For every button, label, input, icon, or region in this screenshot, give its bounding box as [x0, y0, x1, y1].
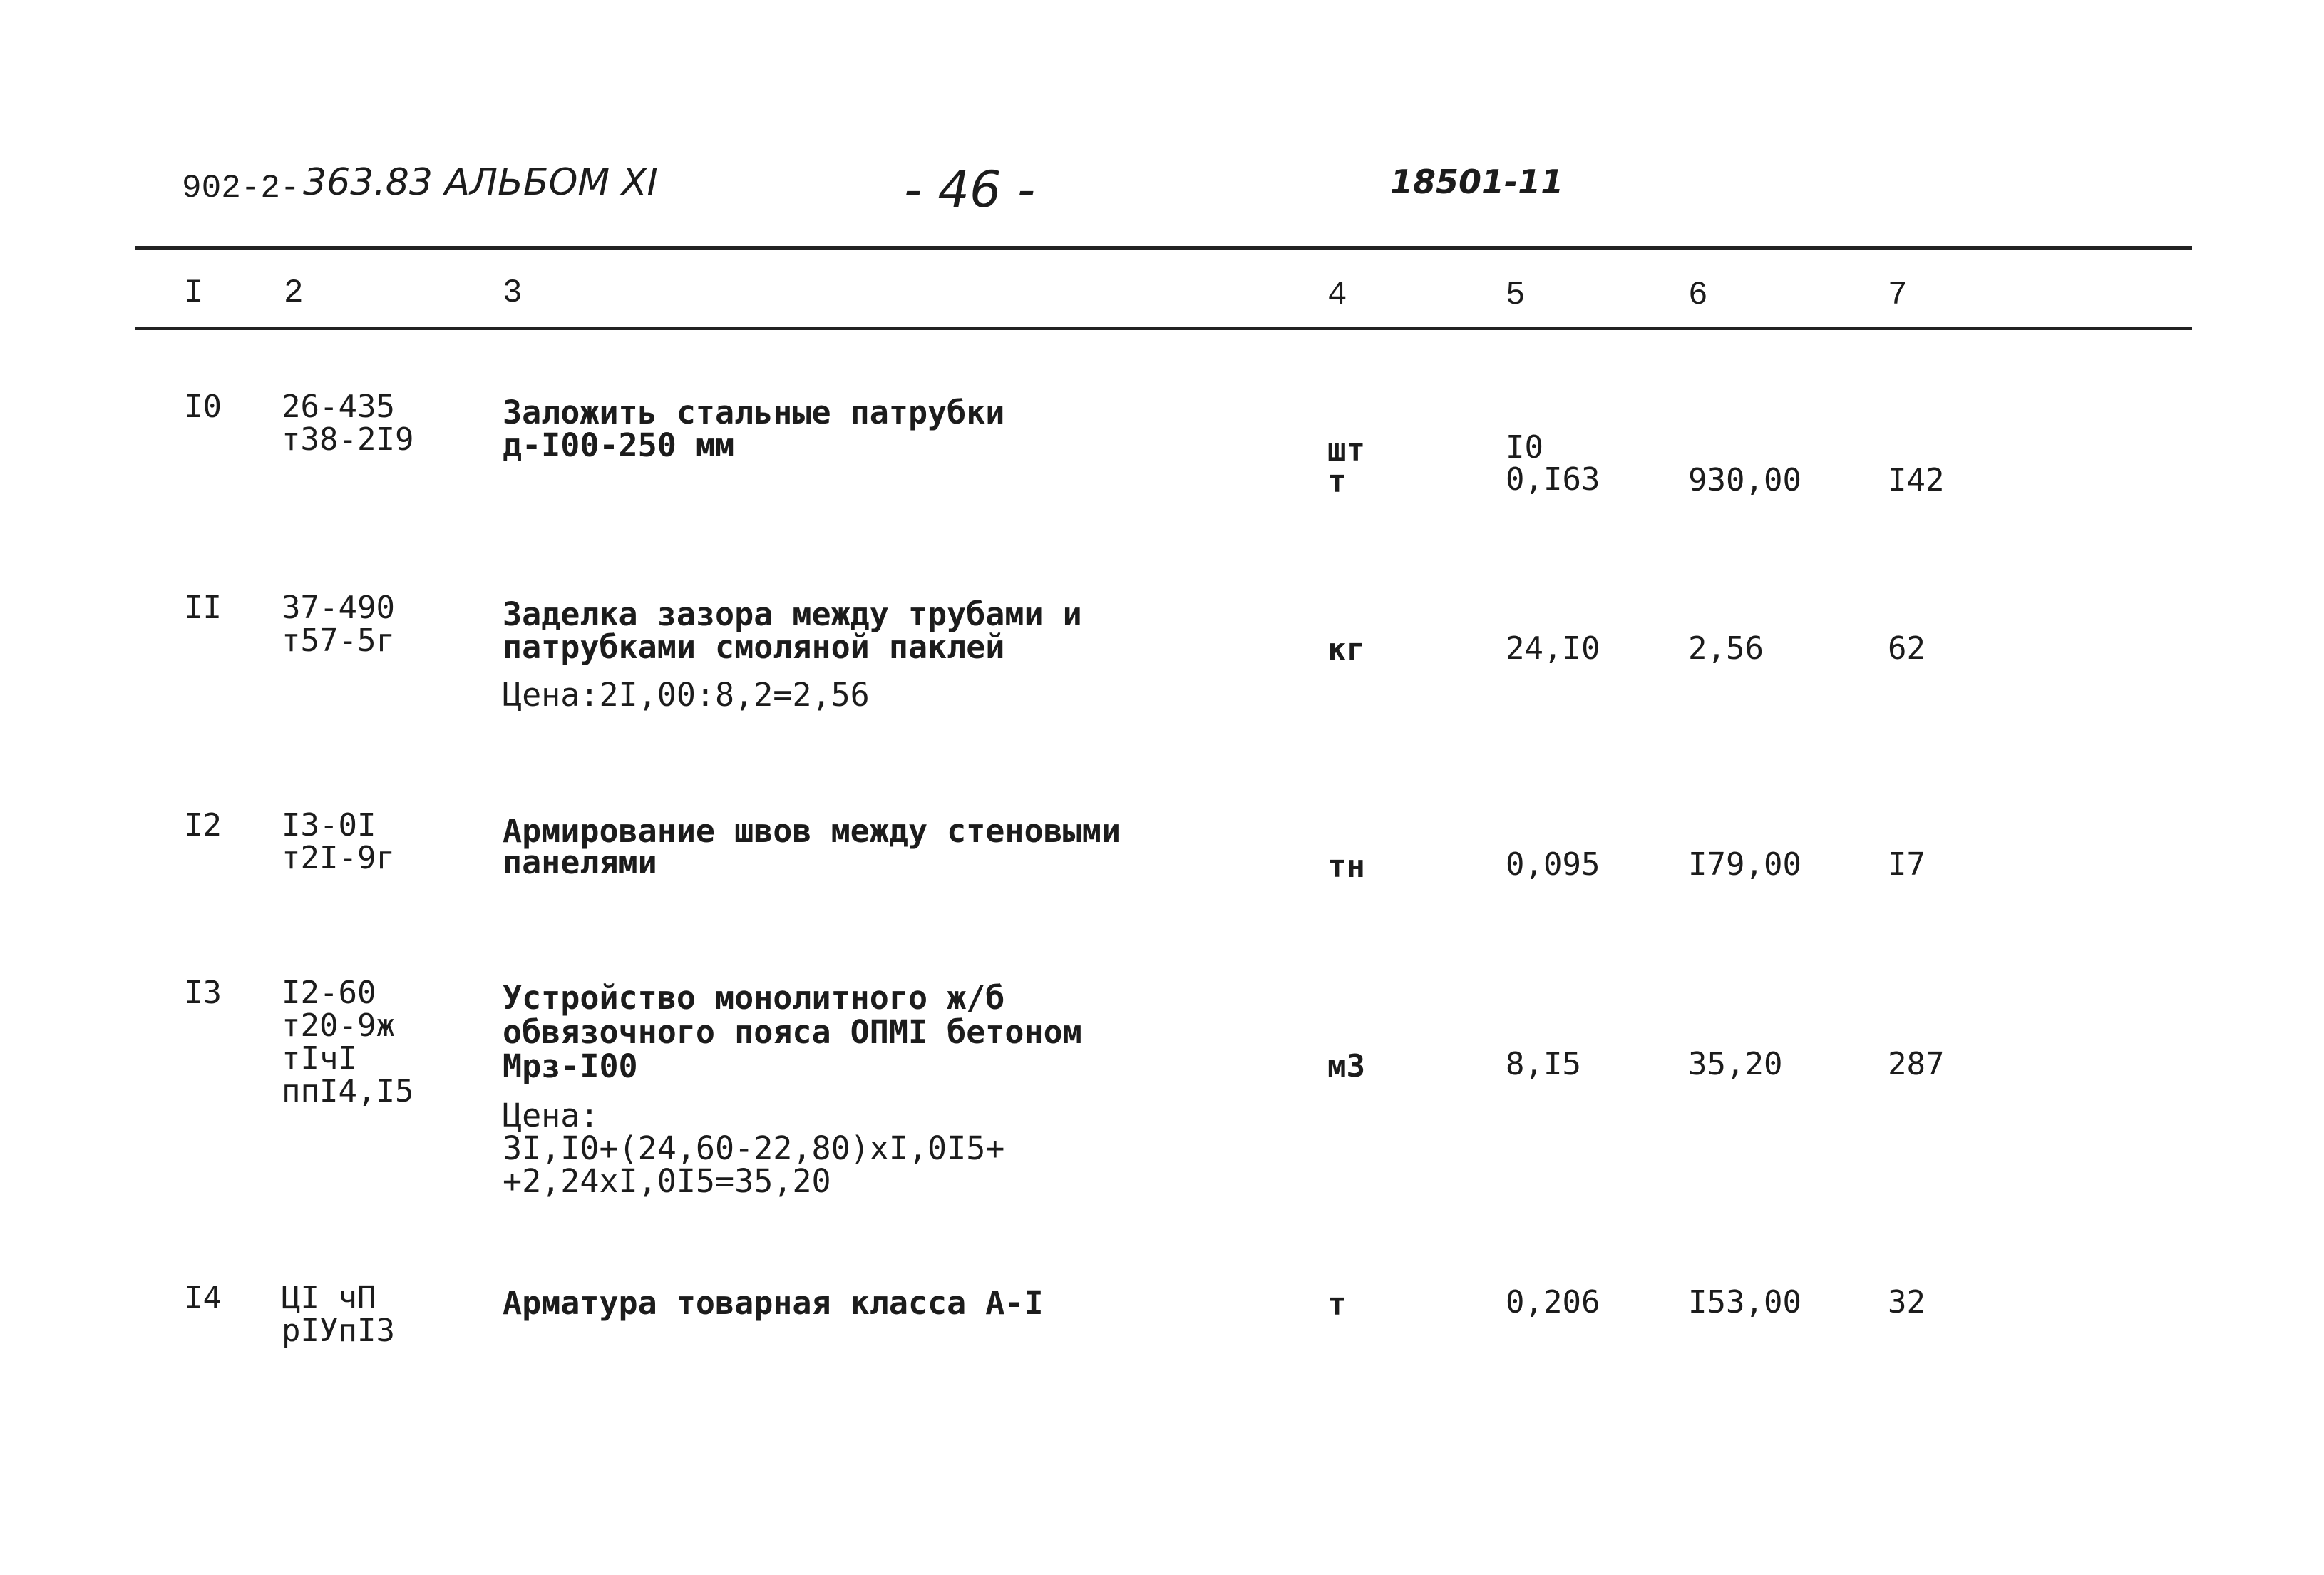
work-description-line: патрубками смоляной паклей	[503, 628, 1005, 666]
unit-price: 930,00	[1688, 462, 1801, 498]
work-description-line: обвязочного пояса ОПМI бетоном	[503, 1013, 1082, 1051]
rate-code-line: т2I-9г	[282, 840, 395, 876]
row-number: I4	[184, 1280, 222, 1316]
total-cost: 62	[1888, 630, 1925, 667]
unit-price: I53,00	[1688, 1284, 1801, 1320]
quantity-line: 8,I5	[1506, 1046, 1581, 1082]
row-number: II	[184, 590, 222, 626]
rate-code-line: т57-5г	[282, 622, 395, 659]
total-cost: 32	[1888, 1284, 1925, 1320]
top-rule	[135, 246, 2192, 250]
work-description-line: панелями	[503, 843, 657, 881]
total-cost: I42	[1888, 462, 1945, 498]
work-description-line: Арматура товарная класса А-I	[503, 1284, 1044, 1322]
quantity-line: 0,206	[1506, 1284, 1600, 1320]
doc-code-prefix: 902-2-	[182, 170, 300, 207]
price-note-line: +2,24xI,0I5=35,20	[503, 1162, 831, 1200]
unit-line: м3	[1327, 1048, 1365, 1084]
total-cost: I7	[1888, 846, 1925, 883]
work-description-line: д-I00-250 мм	[503, 426, 735, 464]
price-note-line: Цена:2I,00:8,2=2,56	[503, 676, 870, 714]
price-note-line: Цена:	[503, 1097, 600, 1134]
column-number: 5	[1506, 277, 1526, 314]
unit-line: кг	[1327, 632, 1365, 668]
rate-code-line: 37-490	[282, 590, 395, 626]
unit-price: 2,56	[1688, 630, 1764, 667]
unit-line: тн	[1327, 848, 1365, 885]
row-number: I0	[184, 389, 222, 425]
column-number: I	[184, 275, 204, 312]
rate-code-line: ппI4,I5	[282, 1073, 414, 1109]
row-number: I2	[184, 807, 222, 843]
quantity-line: 0,095	[1506, 846, 1600, 883]
rate-code-line: 26-435	[282, 389, 395, 425]
quantity-line: 24,I0	[1506, 630, 1600, 667]
work-description-line: Мрз-I00	[503, 1047, 638, 1085]
unit-line: шт	[1327, 432, 1365, 468]
price-note-line: 3I,I0+(24,60-22,80)xI,0I5+	[503, 1129, 1005, 1167]
column-number: 2	[284, 275, 304, 312]
rate-code-line: т38-2I9	[282, 421, 414, 458]
work-description-line: Устройство монолитного ж/б	[503, 979, 1005, 1017]
rate-code-line: I3-0I	[282, 807, 376, 843]
quantity-line: I0	[1506, 429, 1543, 466]
rate-code-line: I2-60	[282, 975, 376, 1011]
rate-code-line: рIУпI3	[282, 1313, 395, 1349]
header-rule	[135, 327, 2192, 330]
quantity-line: 0,I63	[1506, 461, 1600, 498]
column-number: 4	[1327, 277, 1347, 314]
page-number: - 46 -	[904, 160, 1036, 219]
inventory-number: 18501-11	[1390, 163, 1564, 201]
rate-code-line: тIчI	[282, 1040, 357, 1077]
unit-line: т	[1327, 1286, 1347, 1323]
column-number: 6	[1688, 277, 1708, 314]
work-description-line: Армирование швов между стеновыми	[503, 812, 1121, 850]
rate-code-line: т20-9ж	[282, 1007, 395, 1044]
rate-code-line: ЦI чП	[282, 1280, 376, 1316]
row-number: I3	[184, 975, 222, 1011]
unit-price: 35,20	[1688, 1046, 1783, 1082]
total-cost: 287	[1888, 1046, 1945, 1082]
work-description-line: Заложить стальные патрубки	[503, 394, 1005, 431]
work-description-line: Заделка зазора между трубами и	[503, 595, 1082, 633]
column-number: 3	[503, 275, 523, 312]
unit-line: т	[1327, 463, 1347, 500]
doc-code-handwritten: 363.83 АЛЬБОМ XI	[303, 161, 658, 204]
column-number: 7	[1888, 277, 1908, 314]
unit-price: I79,00	[1688, 846, 1801, 883]
